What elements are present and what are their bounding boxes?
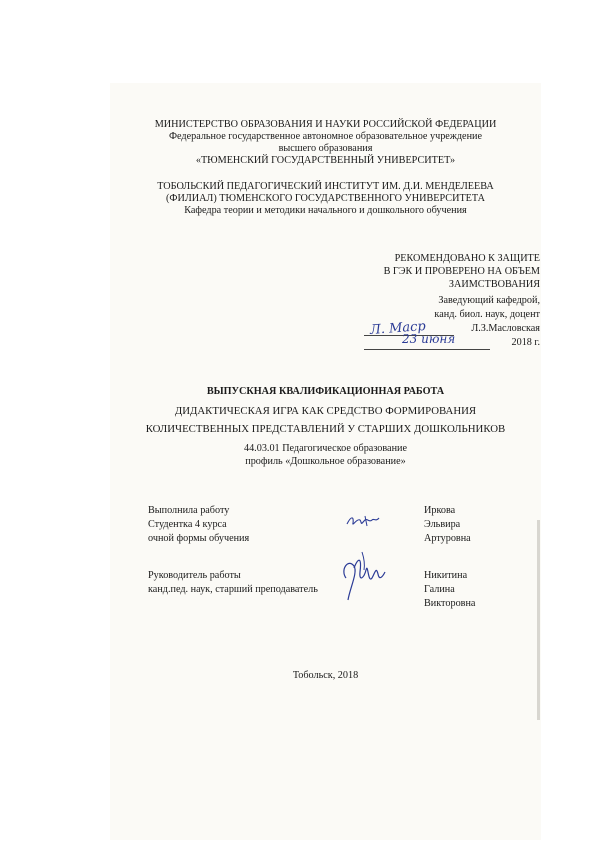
student-signature-icon — [345, 510, 381, 532]
university-name: «ТЮМЕНСКИЙ ГОСУДАРСТВЕННЫЙ УНИВЕРСИТЕТ» — [195, 155, 456, 166]
topic-line-1: ДИДАКТИЧЕСКАЯ ИГРА КАК СРЕДСТВО ФОРМИРОВАНИЯ — [174, 405, 477, 417]
head-of-department: Заведующий кафедрой, — [438, 295, 540, 306]
profile-name: профиль «Дошкольное образование» — [245, 456, 406, 467]
page-edge-shadow — [537, 520, 540, 720]
city-year: Тобольск, 2018 — [292, 670, 359, 681]
student-patronymic: Артуровна — [424, 533, 471, 544]
institution-line-1: Федеральное государственное автономное образовательное учреждение — [168, 131, 482, 142]
head-name: Л.З.Масловская — [471, 323, 540, 334]
institute-line-1: ТОБОЛЬСКИЙ ПЕДАГОГИЧЕСКИЙ ИНСТИТУТ ИМ. Д.И. МЕНДЕЛЕЕВА — [157, 181, 494, 192]
approval-date-handwritten: 23 июня — [402, 332, 456, 346]
supervisor-patronymic: Викторовна — [424, 598, 476, 609]
student-label-2: Студентка 4 курса — [148, 519, 227, 530]
topic-line-2: КОЛИЧЕСТВЕННЫХ ПРЕДСТАВЛЕНИЙ У СТАРШИХ ДОШКОЛЬНИКОВ — [145, 423, 506, 435]
approval-line-2: В ГЭК И ПРОВЕРЕНО НА ОБЪЕМ — [383, 266, 540, 277]
approval-line-1: РЕКОМЕНДОВАНО К ЗАЩИТЕ — [394, 253, 540, 264]
work-type-title: ВЫПУСКНАЯ КВАЛИФИКАЦИОННАЯ РАБОТА — [206, 386, 445, 397]
student-surname: Иркова — [424, 505, 456, 516]
supervisor-label-2: канд.пед. наук, старший преподаватель — [148, 584, 318, 595]
supervisor-first-name: Галина — [424, 584, 455, 595]
student-label-3: очной формы обучения — [148, 533, 250, 544]
approval-line-3: ЗАИМСТВОВАНИЯ — [448, 279, 540, 290]
supervisor-signature-icon — [338, 548, 388, 606]
direction-code: 44.03.01 Педагогическое образование — [243, 443, 407, 454]
approval-date-year: 2018 г. — [511, 337, 540, 348]
student-label-1: Выполнила работу — [148, 505, 230, 516]
institute-line-2: (ФИЛИАЛ) ТЮМЕНСКОГО ГОСУДАРСТВЕННОГО УНИВЕРСИТЕТА — [166, 193, 485, 204]
supervisor-surname: Никитина — [424, 570, 468, 581]
ministry-heading: МИНИСТЕРСТВО ОБРАЗОВАНИЯ И НАУКИ РОССИЙСКОЙ ФЕДЕРАЦИИ — [154, 119, 497, 130]
student-first-name: Эльвира — [424, 519, 461, 530]
department-name: Кафедра теории и методики начального и дошкольного обучения — [184, 205, 467, 216]
supervisor-label-1: Руководитель работы — [148, 570, 241, 581]
approval-signature: Л. Маср — [369, 319, 427, 338]
head-degree: канд. биол. наук, доцент — [434, 309, 540, 320]
institution-line-2: высшего образования — [278, 143, 373, 154]
